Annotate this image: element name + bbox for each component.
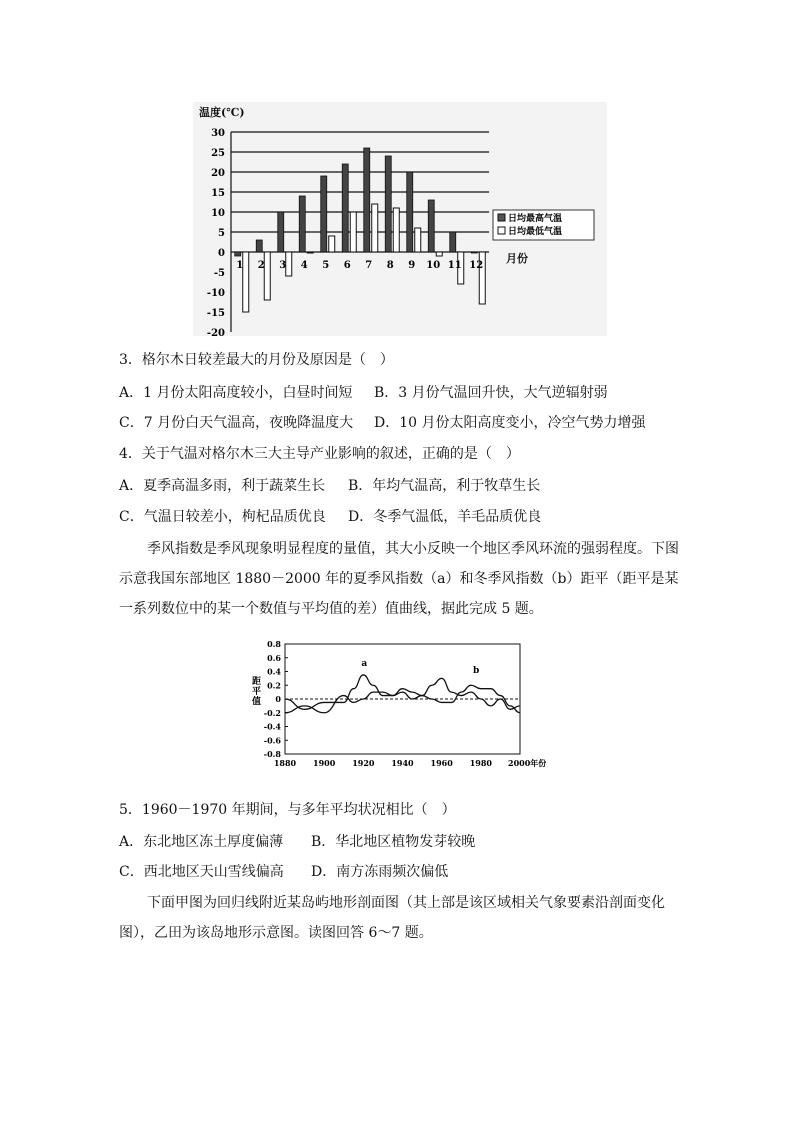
legend-label-low: 日均最低气温 bbox=[508, 227, 563, 237]
q5-option-b[interactable]: B．华北地区植物发芽较晚 bbox=[311, 834, 476, 850]
bar-high-month-8 bbox=[385, 156, 391, 252]
series-a-label: a bbox=[361, 659, 368, 669]
q4-option-d[interactable]: D．冬季气温低，羊毛品质优良 bbox=[348, 509, 542, 525]
y-tick-label: 15 bbox=[211, 188, 225, 199]
y-tick-label: -20 bbox=[206, 328, 225, 339]
bar-low-month-6 bbox=[350, 212, 356, 252]
y-tick-label: -0.6 bbox=[263, 735, 281, 746]
bar-high-month-2 bbox=[256, 240, 262, 252]
x-tick-label: 5 bbox=[322, 260, 330, 271]
question-4-stem: 4．关于气温对格尔木三大主导产业影响的叙述，正确的是（ ） bbox=[119, 446, 520, 462]
x-tick-label: 6 bbox=[343, 260, 351, 271]
x-tick-label: 1 bbox=[236, 260, 244, 271]
bar-high-month-9 bbox=[407, 172, 413, 252]
x-tick-label: 8 bbox=[386, 260, 394, 271]
y-tick-label: 5 bbox=[218, 228, 225, 239]
x-axis-label: 月份 bbox=[506, 252, 528, 265]
y-tick-label: -10 bbox=[206, 288, 225, 299]
bar-low-month-10 bbox=[436, 252, 442, 256]
passage-island-profile: 下面甲图为回归线附近某岛屿地形剖面图（其上部是该区域相关气象要素沿剖面变化图），乙田为该岛地形示意图。读图回答 6～7 题。 bbox=[119, 895, 665, 941]
y-tick-label: 0.8 bbox=[267, 639, 281, 649]
q3-option-b[interactable]: B．3 月份气温回升快，大气逆辐射弱 bbox=[374, 385, 608, 401]
question-3-stem: 3．格尔木日较差最大的月份及原因是（ ） bbox=[119, 352, 394, 368]
q5-option-a[interactable]: A．东北地区冻土厚度偏薄 bbox=[119, 834, 284, 850]
bar-low-month-9 bbox=[415, 228, 421, 252]
bar-low-month-5 bbox=[329, 236, 335, 252]
y-tick-label: -15 bbox=[206, 308, 225, 319]
x-tick-label: 7 bbox=[365, 260, 373, 271]
series-b-label: b bbox=[473, 665, 480, 676]
y-tick-label: 0.4 bbox=[267, 666, 281, 677]
y-tick-label: 30 bbox=[211, 128, 225, 139]
legend bbox=[493, 210, 594, 240]
bar-high-month-10 bbox=[428, 200, 434, 252]
bar-high-month-3 bbox=[278, 212, 284, 252]
question-3-options-row1 bbox=[119, 383, 608, 403]
question-5-options-row2 bbox=[119, 862, 448, 882]
bar-high-month-4 bbox=[299, 196, 305, 252]
bar-low-month-2 bbox=[264, 252, 270, 300]
x-tick-label: 2000年份 bbox=[508, 758, 547, 768]
x-tick-label: 1940 bbox=[391, 758, 414, 768]
x-tick-label: 1880 bbox=[273, 758, 297, 768]
y-tick-label: -5 bbox=[213, 268, 225, 279]
y-tick-label: -0.4 bbox=[263, 721, 281, 732]
legend-swatch-low bbox=[498, 227, 505, 234]
y-tick-label: 0 bbox=[218, 248, 225, 259]
x-tick-label: 3 bbox=[279, 260, 287, 271]
x-tick-label: 1960 bbox=[430, 758, 453, 768]
bar-high-month-6 bbox=[342, 164, 348, 252]
q4-option-a[interactable]: A．夏季高温多雨，利于蔬菜生长 bbox=[119, 478, 326, 494]
question-5-options-row1 bbox=[119, 832, 475, 852]
y-tick-label: 0 bbox=[275, 694, 281, 704]
x-tick-label: 4 bbox=[300, 260, 308, 271]
q5-option-d[interactable]: D．南方冻雨频次偏低 bbox=[311, 864, 449, 880]
bar-low-month-8 bbox=[393, 208, 399, 252]
x-tick-label: 11 bbox=[447, 260, 462, 271]
q4-option-b[interactable]: B．年均气温高，利于牧草生长 bbox=[348, 478, 541, 494]
q4-option-c[interactable]: C．气温日较差小，枸杞品质优良 bbox=[119, 509, 326, 525]
question-4-options-row2 bbox=[119, 507, 541, 527]
x-tick-label: 12 bbox=[469, 260, 484, 271]
bar-low-month-1 bbox=[243, 252, 249, 312]
x-tick-label: 2 bbox=[257, 260, 265, 271]
bar-high-month-1 bbox=[235, 252, 241, 256]
question-4-options-row1 bbox=[119, 476, 540, 496]
bar-high-month-11 bbox=[450, 232, 456, 252]
bar-low-month-7 bbox=[372, 204, 378, 252]
y-tick-label: 25 bbox=[211, 148, 225, 159]
bar-high-month-12 bbox=[471, 252, 477, 253]
legend-label-high: 日均最高气温 bbox=[508, 214, 563, 224]
q3-option-c[interactable]: C．7 月份白天气温高，夜晚降温度大 bbox=[119, 415, 354, 431]
bar-low-month-3 bbox=[286, 252, 292, 276]
x-tick-label: 9 bbox=[408, 260, 416, 271]
question-5-stem: 5．1960－1970 年期间，与多年平均状况相比（ ） bbox=[119, 802, 456, 818]
temperature-bar-chart bbox=[193, 102, 607, 339]
q5-option-c[interactable]: C．西北地区天山雪线偏高 bbox=[119, 864, 284, 880]
bar-high-month-7 bbox=[364, 148, 370, 252]
y-tick-label: 0.6 bbox=[267, 652, 281, 663]
y-tick-label: 10 bbox=[211, 208, 225, 219]
y-tick-label: -0.8 bbox=[263, 749, 281, 759]
x-tick-label: 1900 bbox=[313, 758, 336, 768]
y-axis-label: 温度(℃) bbox=[199, 106, 245, 119]
monsoon-anomaly-line-chart bbox=[250, 634, 547, 776]
passage-monsoon-index: 季风指数是季风现象明显程度的量值，其大小反映一个地区季风环流的强弱程度。下图示意我国东部地区 1880－2000 年的夏季风指数（a）和冬季风指数（b）距平（距平是某一系列数位中的某一个数值与平均值的差）值曲线，据此完成 5 题。 bbox=[119, 541, 679, 617]
bar-low-month-4 bbox=[307, 252, 313, 253]
y-axis-label: 距平值 bbox=[252, 677, 262, 707]
y-tick-label: -0.2 bbox=[263, 707, 281, 718]
y-tick-label: 0.2 bbox=[267, 680, 281, 691]
x-tick-label: 1920 bbox=[352, 758, 375, 768]
q3-option-a[interactable]: A．1 月份太阳高度较小，白昼时间短 bbox=[119, 385, 353, 401]
q3-option-d[interactable]: D．10 月份太阳高度变小，冷空气势力增强 bbox=[374, 415, 646, 431]
bar-high-month-5 bbox=[321, 176, 327, 252]
legend-swatch-high bbox=[498, 214, 505, 221]
y-tick-label: 20 bbox=[211, 168, 225, 179]
x-tick-label: 1980 bbox=[469, 758, 492, 768]
x-tick-label: 10 bbox=[426, 260, 441, 271]
question-3-options-row2 bbox=[119, 413, 646, 433]
